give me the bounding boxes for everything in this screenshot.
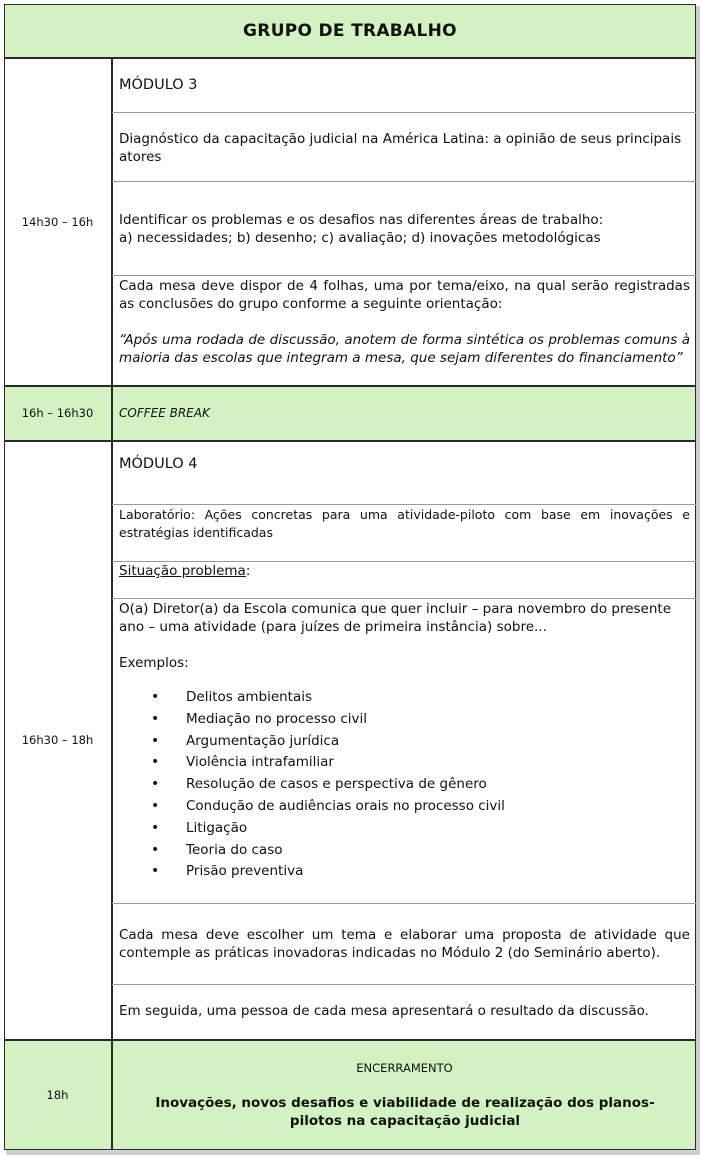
coffee-break-label: COFFEE BREAK [119, 406, 210, 420]
mesa-text: Cada mesa deve dispor de 4 folhas, uma por tema/eixo, na qual serão registradas as conclusões do grupo conforme a seguinte orientação: [119, 278, 690, 312]
situacao-colon: : [245, 563, 251, 579]
list-item: • Prisão preventiva [119, 861, 690, 883]
closing-label: ENCERRAMENTO [356, 1061, 453, 1075]
diretor-text: O(a) Diretor(a) da Escola comunica que quer incluir – para novembro do presente ano – uma atividade (para juízes de primeira instância) sobre... [119, 601, 672, 635]
seguida-text: Em seguida, uma pessoa de cada mesa apresentará o resultado da discussão. [119, 1003, 649, 1019]
time-slot-closing: 18h [46, 1088, 69, 1102]
situacao-link: Situação problema [119, 563, 246, 579]
time-slot-block2: 16h30 – 18h [21, 733, 94, 747]
exemplos-label: Exemplos: [119, 655, 189, 671]
list-item: • Mediação no processo civil [119, 709, 690, 731]
module-3-title: MÓDULO 3 [119, 77, 198, 93]
situacao-label [119, 562, 690, 580]
list-item: • Resolução de casos e perspectiva de gênero [119, 774, 690, 796]
identificar-text [119, 211, 690, 247]
diagnostico-text: Diagnóstico da capacitação judicial na América Latina: a opinião de seus principais atores [119, 131, 682, 165]
closing-text: Inovações, novos desafios e viabilidade de realização dos planos-pilotos na capacitação judicial [155, 1095, 655, 1129]
identificar-line2: a) necessidades; b) desenho; c) avaliação; d) inovações metodológicas [119, 230, 601, 246]
module-4-title: MÓDULO 4 [119, 456, 198, 472]
time-slot-coffee: 16h – 16h30 [21, 406, 94, 420]
exemplos-list [119, 687, 690, 883]
list-item: • Delitos ambientais [119, 687, 690, 709]
list-item: • Litigação [119, 818, 690, 840]
page-title: GRUPO DE TRABALHO [243, 21, 457, 41]
time-slot-block1: 14h30 – 16h [21, 214, 94, 229]
list-item: • Violência intrafamiliar [119, 752, 690, 774]
list-item: • Condução de audiências orais no processo civil [119, 796, 690, 818]
identificar-line1: Identificar os problemas e os desafios nas diferentes áreas de trabalho: [119, 212, 604, 228]
laboratorio-text: Laboratório: Ações concretas para uma atividade-piloto com base em inovações e estratégias identificadas [119, 507, 690, 540]
list-item: • Teoria do caso [119, 840, 690, 862]
quote-text: “Após uma rodada de discussão, anotem de forma sintética os problemas comuns à maioria das escolas que integram a mesa, que sejam diferentes do financiamento” [119, 332, 690, 366]
list-item: • Argumentação jurídica [119, 731, 690, 753]
escolher-text: Cada mesa deve escolher um tema e elaborar uma proposta de atividade que contemple as práticas inovadoras indicadas no Módulo 2 (do Seminário aberto). [119, 927, 690, 961]
